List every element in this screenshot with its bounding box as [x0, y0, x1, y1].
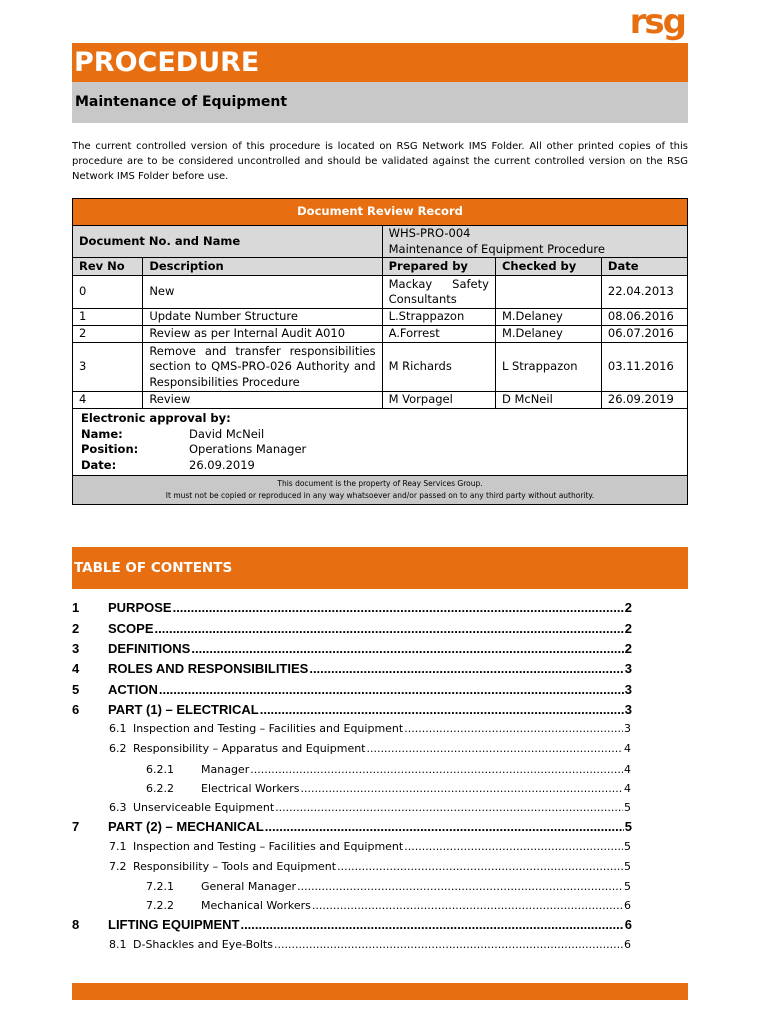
toc-number: 7.2.2 — [146, 899, 174, 912]
toc-label: D-Shackles and Eye-Bolts — [133, 938, 273, 951]
rev-cell: 4 — [73, 392, 143, 409]
toc-leader-dots — [240, 917, 623, 932]
toc-entry[interactable] — [146, 880, 631, 893]
toc-number: 7.1 — [109, 840, 127, 853]
toc-page-number: 6 — [624, 899, 631, 912]
toc-leader-dots — [250, 763, 623, 776]
toc-label: Responsibility – Apparatus and Equipment — [133, 742, 366, 755]
toc-label: PART (1) – ELECTRICAL — [108, 702, 259, 717]
col-rev: Rev No — [73, 258, 143, 276]
toc-entry[interactable] — [72, 621, 632, 636]
toc-number: 6.1 — [109, 722, 127, 735]
approver-name: David McNeil — [189, 426, 265, 441]
toc-page-number: 4 — [624, 763, 631, 776]
rev-cell: 3 — [73, 343, 143, 392]
document-review-record — [72, 198, 688, 505]
toc-leader-dots — [260, 702, 624, 717]
toc-label: Manager — [201, 763, 250, 776]
toc-entry[interactable] — [146, 782, 631, 795]
table-row — [73, 276, 688, 309]
date-cell: 06.07.2016 — [601, 326, 687, 343]
toc-page-number: 5 — [624, 860, 631, 873]
rev-cell: 0 — [73, 276, 143, 309]
toc-number: 7 — [72, 819, 80, 834]
rev-cell: 1 — [73, 309, 143, 326]
toc-label: ROLES AND RESPONSIBILITIES — [108, 661, 309, 676]
property-notice — [73, 476, 688, 505]
date-cell: 26.09.2019 — [601, 392, 687, 409]
toc-leader-dots — [191, 641, 623, 656]
toc-page-number: 2 — [624, 621, 632, 636]
toc-label: Unserviceable Equipment — [133, 801, 275, 814]
controlled-version-notice: The current controlled version of this procedure is located on RSG Network IMS Folder. All other printed copies of this procedure are to be considered uncontrolled and should be validated against the current controlled version on the RSG Network IMS Folder before use. — [72, 141, 688, 182]
toc-label: PURPOSE — [108, 600, 172, 615]
toc-leader-dots — [309, 661, 623, 676]
toc-label: General Manager — [201, 880, 297, 893]
toc-leader-dots — [274, 938, 623, 951]
toc-page-number: 3 — [624, 702, 632, 717]
date-cell: 22.04.2013 — [601, 276, 687, 309]
toc-number: 8.1 — [109, 938, 127, 951]
toc-label: DEFINITIONS — [108, 641, 191, 656]
toc-number: 1 — [72, 600, 80, 615]
desc-cell: Remove and transfer responsibilities section to QMS-PRO-026 Authority and Responsibilities Procedure — [143, 343, 382, 392]
toc-page-number: 3 — [624, 661, 632, 676]
prepared-cell: Mackay Safety Consultants — [382, 276, 495, 309]
toc-entry[interactable] — [72, 682, 632, 697]
toc-page-number: 5 — [624, 819, 632, 834]
toc-page-number: 5 — [624, 880, 631, 893]
date-cell: 03.11.2016 — [601, 343, 687, 392]
desc-cell: Review — [143, 392, 382, 409]
approver-position: Operations Manager — [189, 442, 307, 456]
toc-entry[interactable] — [72, 600, 632, 615]
desc-cell: New — [143, 276, 382, 309]
col-description: Description — [143, 258, 382, 276]
toc-page-number: 5 — [624, 801, 631, 814]
toc-number: 8 — [72, 917, 80, 932]
toc-number: 7.2.1 — [146, 880, 174, 893]
doc-number: WHS-PRO-004 — [388, 226, 471, 240]
page-subtitle: Maintenance of Equipment — [72, 82, 688, 123]
toc-label: SCOPE — [108, 621, 154, 636]
date-cell: 08.06.2016 — [601, 309, 687, 326]
toc-number: 3 — [72, 641, 80, 656]
review-record-title: Document Review Record — [73, 199, 688, 226]
checked-cell — [495, 276, 601, 309]
toc-page-number: 6 — [624, 917, 632, 932]
toc-page-number: 2 — [624, 600, 632, 615]
prepared-cell: M Vorpagel — [382, 392, 495, 409]
toc-leader-dots — [265, 819, 624, 834]
prepared-cell: A.Forrest — [382, 326, 495, 343]
toc-entry[interactable] — [72, 819, 632, 834]
toc-leader-dots — [297, 880, 623, 893]
toc-number: 6.2.1 — [146, 763, 174, 776]
toc-label: Inspection and Testing – Facilities and Equipment — [133, 722, 404, 735]
date-label: Date: — [81, 457, 117, 472]
toc-entry[interactable] — [109, 938, 631, 951]
toc-entry[interactable] — [109, 860, 631, 873]
toc-number: 4 — [72, 661, 80, 676]
toc-page-number: 2 — [624, 641, 632, 656]
toc-page-number: 5 — [624, 840, 631, 853]
prepared-cell: L.Strappazon — [382, 309, 495, 326]
doc-number-name — [382, 226, 687, 258]
desc-cell: Update Number Structure — [143, 309, 382, 326]
prepared-cell: M Richards — [382, 343, 495, 392]
toc-number: 6.2.2 — [146, 782, 174, 795]
toc-label: PART (2) – MECHANICAL — [108, 819, 264, 834]
checked-cell: M.Delaney — [495, 309, 601, 326]
toc-leader-dots — [337, 860, 623, 873]
table-row — [73, 309, 688, 326]
toc-number: 2 — [72, 621, 80, 636]
page-title: PROCEDURE — [72, 43, 688, 82]
toc-page-number: 6 — [624, 938, 631, 951]
name-label: Name: — [81, 426, 123, 441]
toc-leader-dots — [173, 600, 624, 615]
table-row — [73, 343, 688, 392]
toc-entry[interactable] — [109, 801, 631, 814]
toc-entry[interactable] — [146, 899, 631, 912]
table-row — [73, 326, 688, 343]
toc-label: ACTION — [108, 682, 158, 697]
checked-cell: D McNeil — [495, 392, 601, 409]
toc-leader-dots — [367, 742, 624, 755]
toc-number: 5 — [72, 682, 80, 697]
toc-entry[interactable] — [72, 641, 632, 656]
toc-entry[interactable] — [72, 661, 632, 676]
toc-leader-dots — [404, 722, 623, 735]
toc-page-number: 3 — [624, 722, 631, 735]
toc-entry[interactable] — [109, 742, 631, 755]
copy-restriction-line: It must not be copied or reproduced in any way whatsoever and/or passed on to any third party without authority. — [165, 491, 595, 500]
checked-cell: M.Delaney — [495, 326, 601, 343]
toc-number: 6.2 — [109, 742, 127, 755]
property-line: This document is the property of Reay Services Group. — [277, 479, 483, 488]
toc-entry[interactable] — [146, 763, 631, 776]
toc-page-number: 3 — [624, 682, 632, 697]
toc-leader-dots — [159, 682, 624, 697]
review-header-row — [73, 258, 688, 276]
toc-entry[interactable] — [109, 722, 631, 735]
position-label: Position: — [81, 442, 139, 456]
toc-page-number: 4 — [624, 782, 631, 795]
approval-heading: Electronic approval by: — [81, 411, 231, 425]
rev-cell: 2 — [73, 326, 143, 343]
toc-label: LIFTING EQUIPMENT — [108, 917, 240, 932]
desc-cell: Review as per Internal Audit A010 — [143, 326, 382, 343]
toc-label: Electrical Workers — [201, 782, 300, 795]
toc-entry[interactable] — [109, 840, 631, 853]
doc-name: Maintenance of Equipment Procedure — [388, 241, 605, 256]
approval-date: 26.09.2019 — [189, 457, 255, 472]
toc-number: 6.3 — [109, 801, 127, 814]
footer-bar — [72, 983, 688, 1000]
toc-label: Mechanical Workers — [201, 899, 311, 912]
toc-title: TABLE OF CONTENTS — [72, 547, 688, 589]
toc-number: 7.2 — [109, 860, 127, 873]
toc-leader-dots — [312, 899, 623, 912]
toc-number: 6 — [72, 702, 80, 717]
toc-label: Responsibility – Tools and Equipment — [133, 860, 337, 873]
col-checked: Checked by — [495, 258, 601, 276]
table-row — [73, 392, 688, 409]
toc-leader-dots — [275, 801, 623, 814]
toc-page-number: 4 — [624, 742, 631, 755]
toc-leader-dots — [155, 621, 624, 636]
toc-entry[interactable] — [72, 917, 632, 932]
doc-label: Document No. and Name — [73, 226, 383, 258]
col-prepared: Prepared by — [382, 258, 495, 276]
toc-entry[interactable] — [72, 702, 632, 717]
checked-cell: L Strappazon — [495, 343, 601, 392]
rsg-logo: rsg — [629, 2, 685, 42]
toc-label: Inspection and Testing – Facilities and Equipment — [133, 840, 404, 853]
toc-leader-dots — [404, 840, 623, 853]
electronic-approval — [73, 409, 688, 476]
toc-leader-dots — [301, 782, 623, 795]
col-date: Date — [601, 258, 687, 276]
